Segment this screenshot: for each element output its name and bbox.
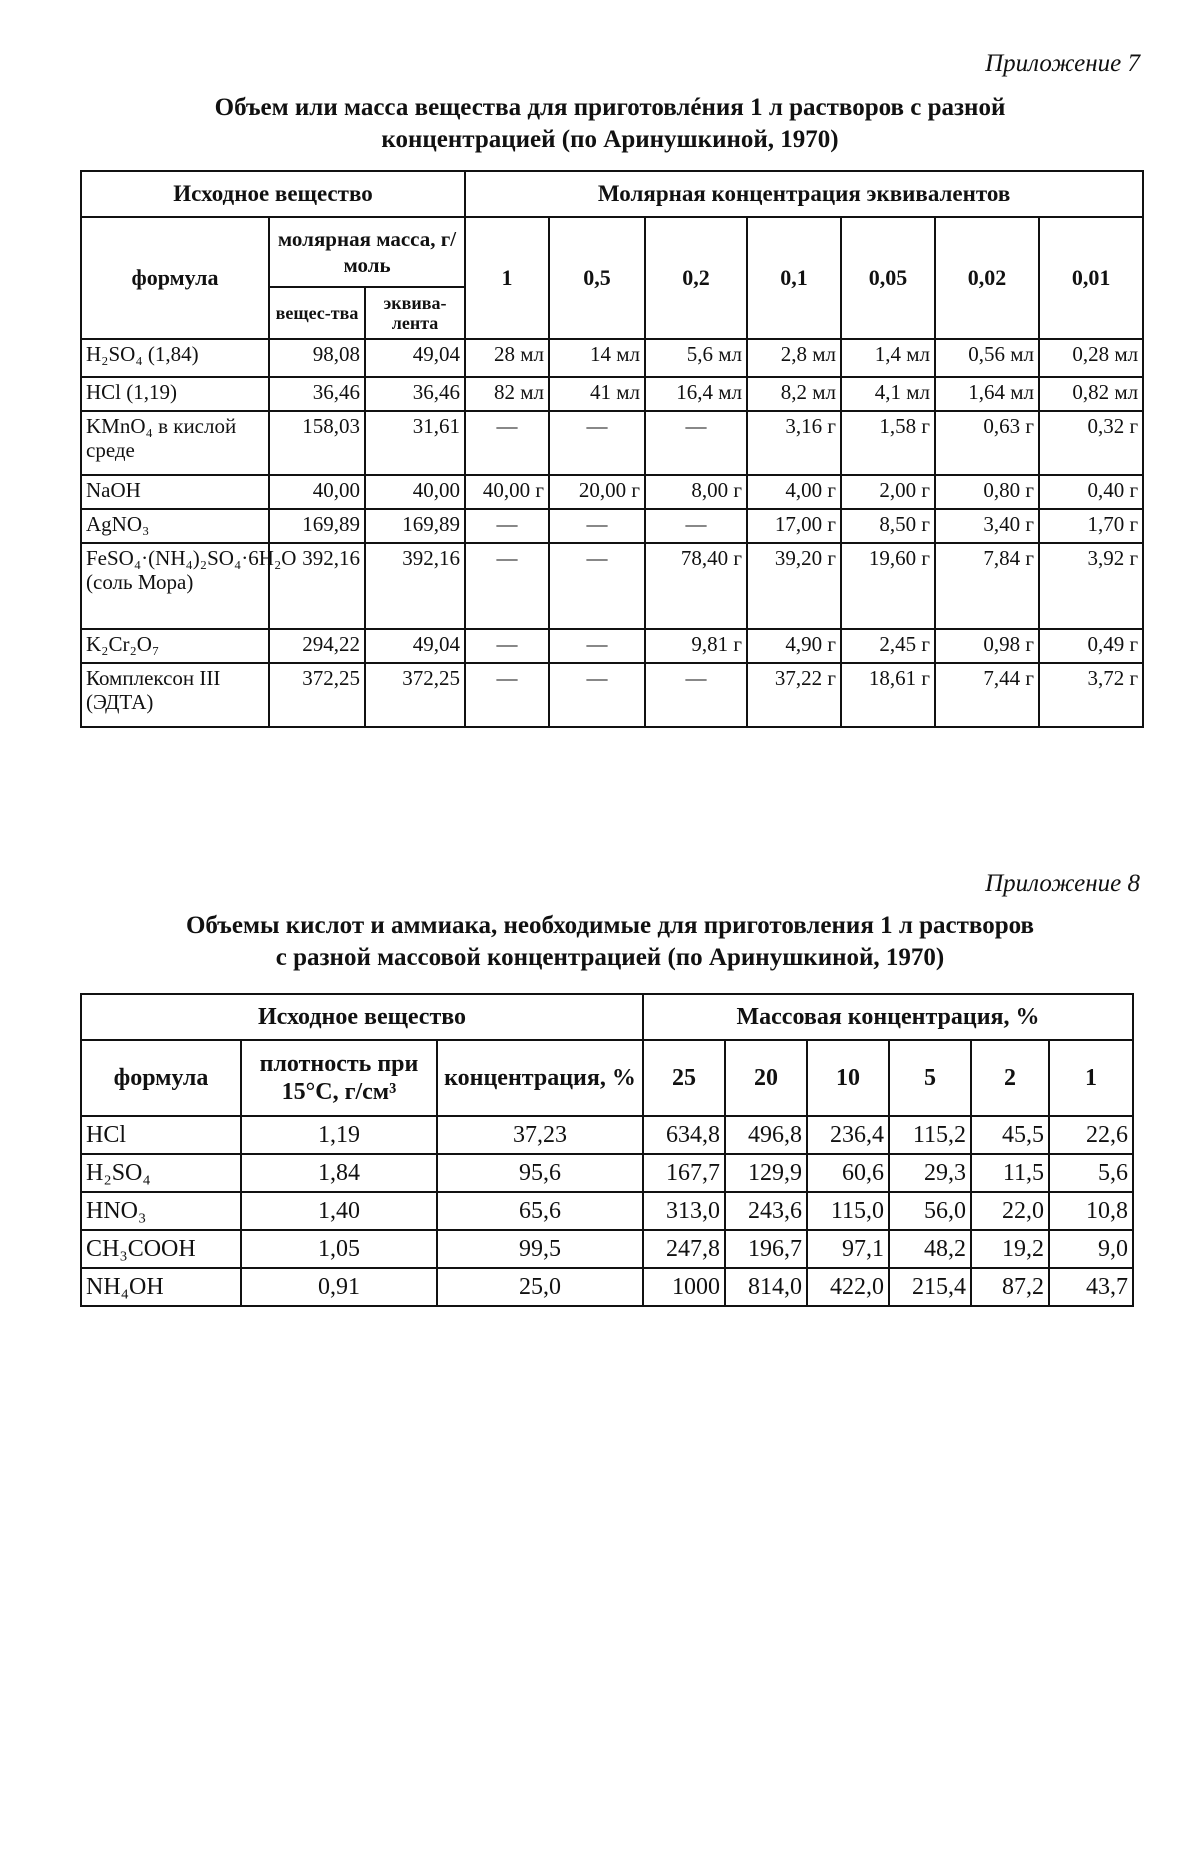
equivalent-mass-cell: 49,04 <box>365 339 465 377</box>
amount-cell: 3,72 г <box>1039 663 1143 727</box>
amount-cell: 4,90 г <box>747 629 841 663</box>
header-equivalent: эквива-лента <box>365 287 465 339</box>
table-row <box>81 1230 1133 1268</box>
amount-cell: 37,22 г <box>747 663 841 727</box>
volume-cell: 129,9 <box>725 1154 807 1192</box>
amount-cell: 4,1 мл <box>841 377 935 411</box>
amount-cell: 1,58 г <box>841 411 935 475</box>
amount-cell: 0,63 г <box>935 411 1039 475</box>
appendix-8-title <box>80 910 1140 974</box>
table-row <box>81 411 1143 475</box>
formula-cell: FeSO₄·(NH₄)₂SO₄·6H₂O (соль Мора) <box>81 543 269 629</box>
molar-mass-cell: 372,25 <box>269 663 365 727</box>
amount-cell: 2,00 г <box>841 475 935 509</box>
amount-cell: — <box>645 509 747 543</box>
amount-cell: 0,32 г <box>1039 411 1143 475</box>
volume-cell: 19,2 <box>971 1230 1049 1268</box>
molar-mass-cell: 40,00 <box>269 475 365 509</box>
volume-cell: 43,7 <box>1049 1268 1133 1306</box>
table-row <box>81 1116 1133 1154</box>
amount-cell: 3,92 г <box>1039 543 1143 629</box>
volume-cell: 56,0 <box>889 1192 971 1230</box>
volume-cell: 11,5 <box>971 1154 1049 1192</box>
density-cell: 0,91 <box>241 1268 437 1306</box>
density-cell: 1,05 <box>241 1230 437 1268</box>
amount-cell: 8,50 г <box>841 509 935 543</box>
volume-cell: 97,1 <box>807 1230 889 1268</box>
amount-cell: 1,4 мл <box>841 339 935 377</box>
amount-cell: — <box>465 411 549 475</box>
volume-cell: 45,5 <box>971 1116 1049 1154</box>
header-level-1: 1 <box>1049 1040 1133 1116</box>
amount-cell: 39,20 г <box>747 543 841 629</box>
equivalent-mass-cell: 31,61 <box>365 411 465 475</box>
header-concentration: концентрация, % <box>437 1040 643 1116</box>
amount-cell: 8,2 мл <box>747 377 841 411</box>
amount-cell: 3,16 г <box>747 411 841 475</box>
amount-cell: 0,40 г <box>1039 475 1143 509</box>
amount-cell: 0,28 мл <box>1039 339 1143 377</box>
volume-cell: 10,8 <box>1049 1192 1133 1230</box>
amount-cell: — <box>645 411 747 475</box>
header-source-substance-2: Исходное вещество <box>81 994 643 1040</box>
header-level-20: 20 <box>725 1040 807 1116</box>
amount-cell: 2,45 г <box>841 629 935 663</box>
amount-cell: 40,00 г <box>465 475 549 509</box>
amount-cell: 16,4 мл <box>645 377 747 411</box>
amount-cell: 17,00 г <box>747 509 841 543</box>
molar-mass-cell: 98,08 <box>269 339 365 377</box>
header-mass-concentration: Массовая концентрация, % <box>643 994 1133 1040</box>
amount-cell: 7,44 г <box>935 663 1039 727</box>
header-formula-2: формула <box>81 1040 241 1116</box>
header-level-10: 10 <box>807 1040 889 1116</box>
table-row <box>81 377 1143 411</box>
amount-cell: — <box>549 411 645 475</box>
mass-concentration-table <box>80 993 1134 1307</box>
amount-cell: 8,00 г <box>645 475 747 509</box>
amount-cell: 4,00 г <box>747 475 841 509</box>
volume-cell: 313,0 <box>643 1192 725 1230</box>
header-conc-0-1: 0,1 <box>747 217 841 339</box>
density-cell: 1,84 <box>241 1154 437 1192</box>
volume-cell: 29,3 <box>889 1154 971 1192</box>
density-cell: 1,40 <box>241 1192 437 1230</box>
header-conc-1: 1 <box>465 217 549 339</box>
equivalent-mass-cell: 372,25 <box>365 663 465 727</box>
amount-cell: — <box>465 629 549 663</box>
amount-cell: 0,82 мл <box>1039 377 1143 411</box>
formula-cell: NH₄OH <box>81 1268 241 1306</box>
concentration-cell: 65,6 <box>437 1192 643 1230</box>
amount-cell: 0,80 г <box>935 475 1039 509</box>
volume-cell: 634,8 <box>643 1116 725 1154</box>
amount-cell: 0,49 г <box>1039 629 1143 663</box>
appendix-7-title-line1: Объем или масса вещества для приготовлéния 1 л растворов с разной <box>214 94 1006 121</box>
amount-cell: 19,60 г <box>841 543 935 629</box>
concentration-cell: 99,5 <box>437 1230 643 1268</box>
amount-cell: 0,56 мл <box>935 339 1039 377</box>
header-conc-0-01: 0,01 <box>1039 217 1143 339</box>
appendix-7-title-line2: концентрацией (по Аринушкиной, 1970) <box>381 126 839 153</box>
amount-cell: 28 мл <box>465 339 549 377</box>
amount-cell: — <box>549 509 645 543</box>
formula-cell: KMnO₄ в кислой среде <box>81 411 269 475</box>
volume-cell: 236,4 <box>807 1116 889 1154</box>
formula-cell: H₂SO₄ (1,84) <box>81 339 269 377</box>
amount-cell: 82 мл <box>465 377 549 411</box>
table-row <box>81 509 1143 543</box>
appendix-8-label: Приложение 8 <box>985 870 1140 897</box>
volume-cell: 243,6 <box>725 1192 807 1230</box>
volume-cell: 115,0 <box>807 1192 889 1230</box>
amount-cell: 41 мл <box>549 377 645 411</box>
amount-cell: — <box>465 543 549 629</box>
molar-mass-cell: 36,46 <box>269 377 365 411</box>
header-conc-0-05: 0,05 <box>841 217 935 339</box>
amount-cell: 9,81 г <box>645 629 747 663</box>
header-level-25: 25 <box>643 1040 725 1116</box>
amount-cell: — <box>645 663 747 727</box>
amount-cell: 7,84 г <box>935 543 1039 629</box>
amount-cell: 3,40 г <box>935 509 1039 543</box>
header-molar-concentration: Молярная концентрация эквивалентов <box>465 171 1143 217</box>
concentration-cell: 25,0 <box>437 1268 643 1306</box>
formula-cell: Комплексон III (ЭДТА) <box>81 663 269 727</box>
table-row <box>81 1192 1133 1230</box>
molar-mass-cell: 294,22 <box>269 629 365 663</box>
amount-cell: — <box>549 629 645 663</box>
header-conc-0-5: 0,5 <box>549 217 645 339</box>
header-substance: вещес-тва <box>269 287 365 339</box>
appendix-7-title <box>80 92 1140 156</box>
volume-cell: 115,2 <box>889 1116 971 1154</box>
appendix-8-title-line1: Объемы кислот и аммиака, необходимые для приготовления 1 л растворов <box>185 912 1035 939</box>
volume-cell: 496,8 <box>725 1116 807 1154</box>
equivalent-mass-cell: 392,16 <box>365 543 465 629</box>
formula-cell: HNO₃ <box>81 1192 241 1230</box>
header-conc-0-02: 0,02 <box>935 217 1039 339</box>
amount-cell: 1,64 мл <box>935 377 1039 411</box>
table-row <box>81 663 1143 727</box>
header-conc-0-2: 0,2 <box>645 217 747 339</box>
amount-cell: 5,6 мл <box>645 339 747 377</box>
formula-cell: HCl (1,19) <box>81 377 269 411</box>
molar-mass-cell: 392,16 <box>269 543 365 629</box>
equivalent-mass-cell: 40,00 <box>365 475 465 509</box>
table-row <box>81 1154 1133 1192</box>
volume-cell: 60,6 <box>807 1154 889 1192</box>
molar-mass-cell: 158,03 <box>269 411 365 475</box>
header-level-2: 2 <box>971 1040 1049 1116</box>
table-row <box>81 629 1143 663</box>
table-row <box>81 543 1143 629</box>
equivalent-mass-cell: 36,46 <box>365 377 465 411</box>
appendix-8-title-line2: с разной массовой концентрацией (по Аринушкиной, 1970) <box>275 944 945 971</box>
amount-cell: — <box>465 663 549 727</box>
header-formula: формула <box>81 217 269 339</box>
amount-cell: — <box>549 663 645 727</box>
formula-cell: K₂Cr₂O₇ <box>81 629 269 663</box>
formula-cell: H₂SO₄ <box>81 1154 241 1192</box>
header-molar-mass: молярная масса, г/моль <box>269 217 465 287</box>
formula-cell: AgNO₃ <box>81 509 269 543</box>
volume-cell: 422,0 <box>807 1268 889 1306</box>
header-level-5: 5 <box>889 1040 971 1116</box>
volume-cell: 5,6 <box>1049 1154 1133 1192</box>
volume-cell: 22,0 <box>971 1192 1049 1230</box>
volume-cell: 814,0 <box>725 1268 807 1306</box>
equivalent-mass-cell: 49,04 <box>365 629 465 663</box>
volume-cell: 9,0 <box>1049 1230 1133 1268</box>
amount-cell: 1,70 г <box>1039 509 1143 543</box>
amount-cell: 20,00 г <box>549 475 645 509</box>
volume-cell: 48,2 <box>889 1230 971 1268</box>
table-row <box>81 475 1143 509</box>
amount-cell: — <box>549 543 645 629</box>
volume-cell: 167,7 <box>643 1154 725 1192</box>
amount-cell: 2,8 мл <box>747 339 841 377</box>
appendix-7-label: Приложение 7 <box>985 50 1140 77</box>
volume-cell: 87,2 <box>971 1268 1049 1306</box>
table-row <box>81 1268 1133 1306</box>
header-source-substance: Исходное вещество <box>81 171 465 217</box>
molar-concentration-table <box>80 170 1144 728</box>
equivalent-mass-cell: 169,89 <box>365 509 465 543</box>
amount-cell: — <box>465 509 549 543</box>
table-row <box>81 339 1143 377</box>
formula-cell: NaOH <box>81 475 269 509</box>
concentration-cell: 37,23 <box>437 1116 643 1154</box>
formula-cell: HCl <box>81 1116 241 1154</box>
molar-mass-cell: 169,89 <box>269 509 365 543</box>
volume-cell: 196,7 <box>725 1230 807 1268</box>
volume-cell: 22,6 <box>1049 1116 1133 1154</box>
density-cell: 1,19 <box>241 1116 437 1154</box>
amount-cell: 78,40 г <box>645 543 747 629</box>
concentration-cell: 95,6 <box>437 1154 643 1192</box>
formula-cell: CH₃COOH <box>81 1230 241 1268</box>
amount-cell: 14 мл <box>549 339 645 377</box>
amount-cell: 0,98 г <box>935 629 1039 663</box>
volume-cell: 215,4 <box>889 1268 971 1306</box>
volume-cell: 1000 <box>643 1268 725 1306</box>
volume-cell: 247,8 <box>643 1230 725 1268</box>
header-density: плотность при 15°С, г/см³ <box>241 1040 437 1116</box>
amount-cell: 18,61 г <box>841 663 935 727</box>
